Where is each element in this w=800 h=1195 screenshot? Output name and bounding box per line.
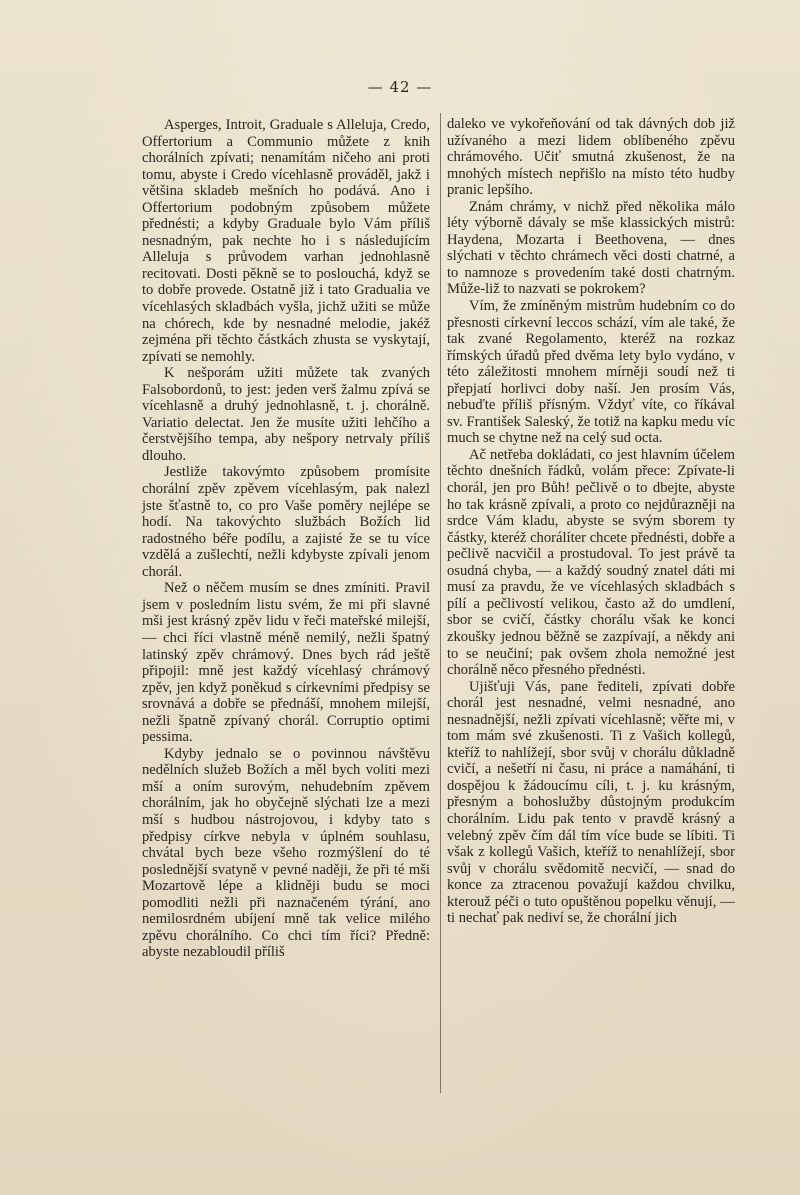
paragraph: Vím, že zmíněným mistrům hudebním co do přesnosti církevní leccos schází, vím ale také, že tak zvané Regolamento, kteréž na rozkaz římských úřadů před dvěma lety bylo vydáno, v této záležitosti mnohem mírněji soudí než ti přepjatí horlivci doby naší. Jen prosím Vás, nebuďte příliš přísným. Vždyť víte, co říkával sv. František Saleský, že totiž na kapku medu víc much se chytne než na celý sud octa. — [447, 298, 735, 447]
paragraph: Asperges, Introit, Graduale s Alleluja, Credo, Offertorium a Communio můžete z knih chorálních zpívati; nenamítám ničeho ani proti tomu, abyste i Credo vícehlasně prováděl, jakž i většina skladeb mešních ho podává. Ano i Offertorium podobným způsobem můžete přednésti; a kdyby Graduale bylo Vám příliš nesnadným, pak nechte ho i s následujícím Alleluja s průvodem varhan jednohlasně recitovati. Dosti pěkně se to poslouchá, když se to dobře provede. Ostatně již i tato Gradualia ve vícehlasých skladbách vyšla, jichž užiti se může na chórech, kde by nesnadné melodie, jakéž zejména při těchto částkách zhusta se vyskytají, zpívati se nemohly. — [142, 117, 430, 365]
page-number: — 42 — — [367, 78, 433, 96]
paragraph: Kdyby jednalo se o povinnou návštěvu nedělních služeb Božích a měl bych voliti mezi mší a oním surovým, nehudebním zpěvem chorálním, jak ho obyčejně slýchati lze a mezi mší s hudbou nástrojovou, i kdyby tato s předpisy církve nebyla v úplném souhlasu, chvátal bych beze všeho rozmýšlení do té poslednější svatyně v pevné naději, že při té mši Mozartově lépe a klidněji budu se moci pomodliti nežli při naznačeném týrání, ano nemilosrdném ubíjení mně tak velice milého zpěvu chorálního. Co chci tím říci? Předně: abyste nezabloudil příliš — [142, 745, 430, 961]
paragraph: daleko ve vykořeňování od tak dávných dob již užívaného a mezi lidem oblíbeného zpěvu chrámového. Učiť smutná zkušenost, že na mnohých místech nepřišlo na místo této hudby pranic lepšího. — [447, 116, 735, 199]
left-column — [142, 117, 430, 961]
paragraph: Ujišťuji Vás, pane řediteli, zpívati dobře chorál jest nesnadné, velmi nesnadné, ano nesnadnější, nežli zpívati vícehlasně; věřte mi, v tom mám své zkušenosti. Ti z Vašich kollegů, kteříž to nahlížejí, sbor svůj v chorálu důkladně cvičí, a nešetří ni času, ni práce a namáhání, ti dospějou k žádoucímu cíli, t. j. ku krásným, přesným a bohoslužby důstojným produkcím chorálním. Lidu pak tento v pravdě krásný a velebný zpěv čím dál tím více bude se líbiti. Ti však z kollegů Vašich, kteříž to nenahlížejí, sbor svůj v chorálu svědomitě necvičí, — snad do konce za ztracenou považují každou chvilku, kterouž péči o tuto opuštěnou popelku věnují, — ti nechať pak nediví se, že chorální jich — [447, 678, 735, 927]
paragraph: Ač netřeba dokládati, co jest hlavním účelem těchto dnešních řádků, volám přece: Zpívate-li chorál, jen pro Bůh! pečlivě o to dbejte, abyste ho tak krásně zpívali, a proto co nejdůrazněji na srdce Vám kladu, abyste se svým sborem ty částky, kteréž chorálíter chcete přednésti, dobře a pečlivě nacvičil a prostudoval. To jest právě ta osudná chyba, — a každý soudný znatel dáti mi musí za pravdu, že ve vícehlasých skladbách s pílí a pečlivostí velikou, často až do umdlení, sbor se cvičí, částky chorálu však ke konci zkoušky jednou běžně se zazpívají, a někdy ani to se neučiní; pak ovšem zhola nemožné jest chorálně něco přesného přednésti. — [447, 446, 735, 679]
paragraph: Znám chrámy, v nichž před několika málo léty výborně dávaly se mše klassických mistrů: Haydena, Mozarta i Beethovena, — dnes slýchati v těchto chrámech věci dosti chatrné, a to namnoze s provedením také dosti chatrným. Může-liž to nazvati se pokrokem? — [447, 198, 735, 298]
right-column — [447, 116, 735, 927]
column-divider — [440, 113, 441, 1093]
paragraph: Jestliže takovýmto způsobem promísite chorální zpěv zpěvem vícehlasým, pak nalezl jste šťastně to, co pro Vaše poměry nejlépe se hodí. Na takovýchto službách Božích lid radostného béře podílu, a zajisté že se tu více vzdělá a zušlechtí, nežli kdybyste zpívali jenom chorál. — [142, 464, 430, 580]
paragraph: K nešporám užiti můžete tak zvaných Falsobordonů, to jest: jeden verš žalmu zpívá se vícehlasně a druhý jednohlasně, t. j. chorálně. Variatio delectat. Jen že musíte užiti lehčího a čerstvějšího tempa, aby nešpory netrvaly příliš dlouho. — [142, 365, 430, 464]
paragraph: Než o něčem musím se dnes zmíniti. Pravil jsem v posledním listu svém, že mi při slavné mši jest krásný zpěv lidu v řeči mateřské milejší, — chci říci vlastně méně nemilý, nežli špatný latinský zpěv chrámový. Dnes bych rád ještě připojil: mně jest každý vícehlasý chrámový zpěv, jen když poněkud s církevními předpisy se srovnává a dobře se přednáší, mnohem milejší, nežli špatně zpívaný chorál. Corruptio optimi pessima. — [142, 580, 430, 746]
